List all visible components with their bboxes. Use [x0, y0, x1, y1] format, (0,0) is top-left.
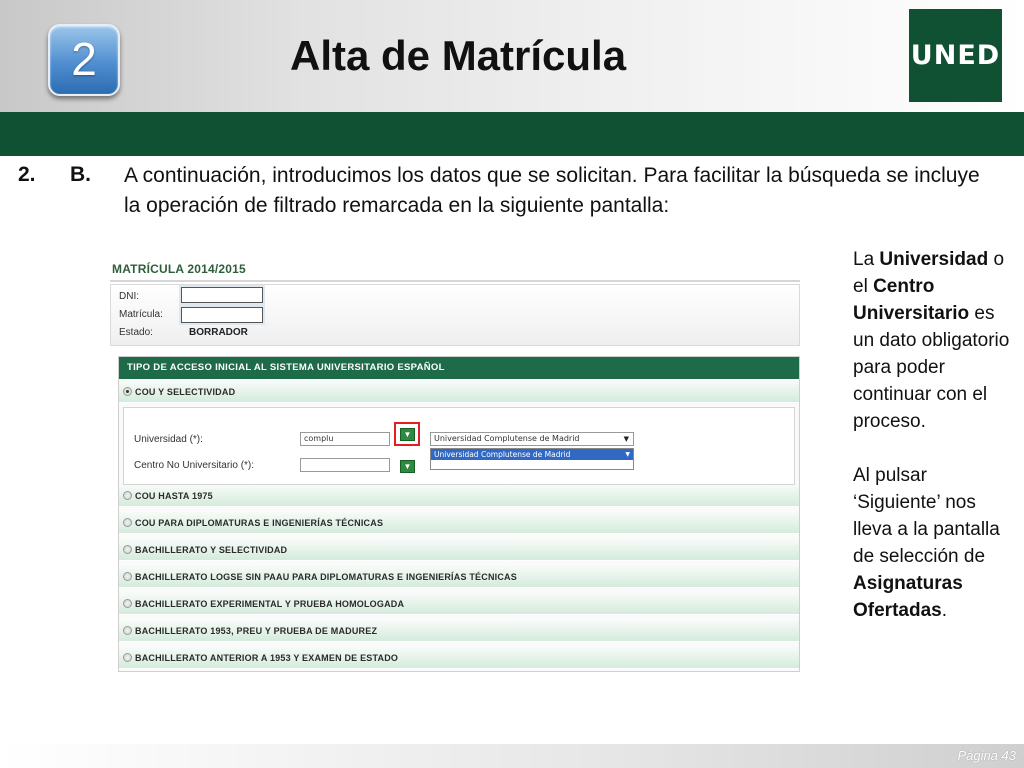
- radio-icon[interactable]: [123, 518, 132, 527]
- step-description: A continuación, introducimos los datos que se solicitan. Para facilitar la búsqueda se incluye la operación de filtrado remarcada en la siguiente pantalla:: [124, 164, 980, 217]
- access-option-label: BACHILLERATO ANTERIOR A 1953 Y EXAMEN DE ESTADO: [135, 653, 399, 663]
- side-note-text: es un dato obligatorio para poder continuar con el proceso.: [853, 303, 1010, 432]
- radio-checked-icon[interactable]: [123, 387, 132, 396]
- logo-text: UNED: [910, 40, 1001, 71]
- form-title: MATRÍCULA 2014/2015: [112, 262, 246, 276]
- centro-search-input[interactable]: [300, 458, 390, 472]
- slide-title: Alta de Matrícula: [290, 32, 627, 79]
- access-option-label: BACHILLERATO EXPERIMENTAL Y PRUEBA HOMOLOGADA: [135, 599, 405, 609]
- access-option[interactable]: [119, 620, 799, 642]
- side-note: [853, 246, 1018, 624]
- radio-icon[interactable]: [123, 626, 132, 635]
- access-option-label: BACHILLERATO 1953, PREU Y PRUEBA DE MADUREZ: [135, 626, 378, 636]
- matricula-field[interactable]: [181, 307, 263, 323]
- chevron-down-icon: ▼: [625, 451, 630, 458]
- access-type-panel: [118, 356, 800, 672]
- access-option-label: COU Y SELECTIVIDAD: [135, 387, 236, 397]
- step-badge: 2: [48, 24, 120, 96]
- header-green-bar: [0, 112, 1024, 156]
- side-note-bold: Centro Universitario: [853, 276, 970, 324]
- universidad-select[interactable]: [430, 432, 634, 446]
- universidad-dropdown-list: [430, 448, 634, 470]
- estado-value: BORRADOR: [189, 327, 248, 338]
- filter-icon[interactable]: ▼: [400, 428, 415, 441]
- radio-icon[interactable]: [123, 545, 132, 554]
- side-note-text: Al pulsar ‘Siguiente’ nos lleva a la pantalla de selección de: [853, 465, 1000, 567]
- step-number: 2.: [18, 163, 36, 186]
- matricula-label: Matrícula:: [119, 309, 163, 320]
- access-option-label: BACHILLERATO Y SELECTIVIDAD: [135, 545, 288, 555]
- side-note-text: o el: [853, 249, 1005, 297]
- access-option[interactable]: [119, 512, 799, 534]
- dropdown-option[interactable]: [431, 449, 633, 460]
- chevron-down-icon: ▼: [623, 435, 629, 443]
- access-option[interactable]: [119, 566, 799, 588]
- radio-icon[interactable]: [123, 599, 132, 608]
- step-sub-letter: B.: [70, 163, 91, 186]
- enrolment-form-screenshot: [110, 258, 800, 674]
- dropdown-option-label: Universidad Complutense de Madrid: [434, 450, 571, 459]
- footer-bar: [0, 744, 1024, 768]
- side-note-text: La: [853, 249, 880, 270]
- centro-label: Centro No Universitario (*):: [134, 460, 255, 471]
- access-option[interactable]: [119, 593, 799, 615]
- side-note-bold: Universidad: [879, 249, 989, 270]
- radio-icon[interactable]: [123, 653, 132, 662]
- dni-field[interactable]: [181, 287, 263, 303]
- access-option-label: COU PARA DIPLOMATURAS E INGENIERÍAS TÉCNICAS: [135, 518, 384, 528]
- filter-icon[interactable]: ▼: [400, 460, 415, 473]
- side-note-bold: Asignaturas Ofertadas: [853, 573, 963, 621]
- universidad-search-input[interactable]: complu: [300, 432, 390, 446]
- access-option-selected[interactable]: [119, 381, 799, 403]
- radio-icon[interactable]: [123, 572, 132, 581]
- universidad-select-value: Universidad Complutense de Madrid: [434, 434, 580, 443]
- side-note-paragraph-1: [853, 246, 1018, 435]
- access-option[interactable]: [119, 647, 799, 669]
- access-option[interactable]: [119, 539, 799, 561]
- dni-label: DNI:: [119, 291, 139, 302]
- side-note-paragraph-2: [853, 462, 1018, 624]
- access-option-label: COU HASTA 1975: [135, 491, 213, 501]
- estado-label: Estado:: [119, 327, 153, 338]
- identification-box: [110, 284, 800, 346]
- divider: [110, 280, 800, 282]
- page-number: Página 43: [957, 748, 1016, 763]
- university-selection-box: [123, 407, 795, 485]
- uned-logo: [909, 9, 1002, 102]
- access-panel-header: TIPO DE ACCESO INICIAL AL SISTEMA UNIVERSITARIO ESPAÑOL: [119, 357, 799, 379]
- access-option[interactable]: [119, 485, 799, 507]
- radio-icon[interactable]: [123, 491, 132, 500]
- access-option-label: BACHILLERATO LOGSE SIN PAAU PARA DIPLOMATURAS E INGENIERÍAS TÉCNICAS: [135, 572, 517, 582]
- side-note-text: .: [941, 600, 947, 621]
- universidad-label: Universidad (*):: [134, 434, 203, 445]
